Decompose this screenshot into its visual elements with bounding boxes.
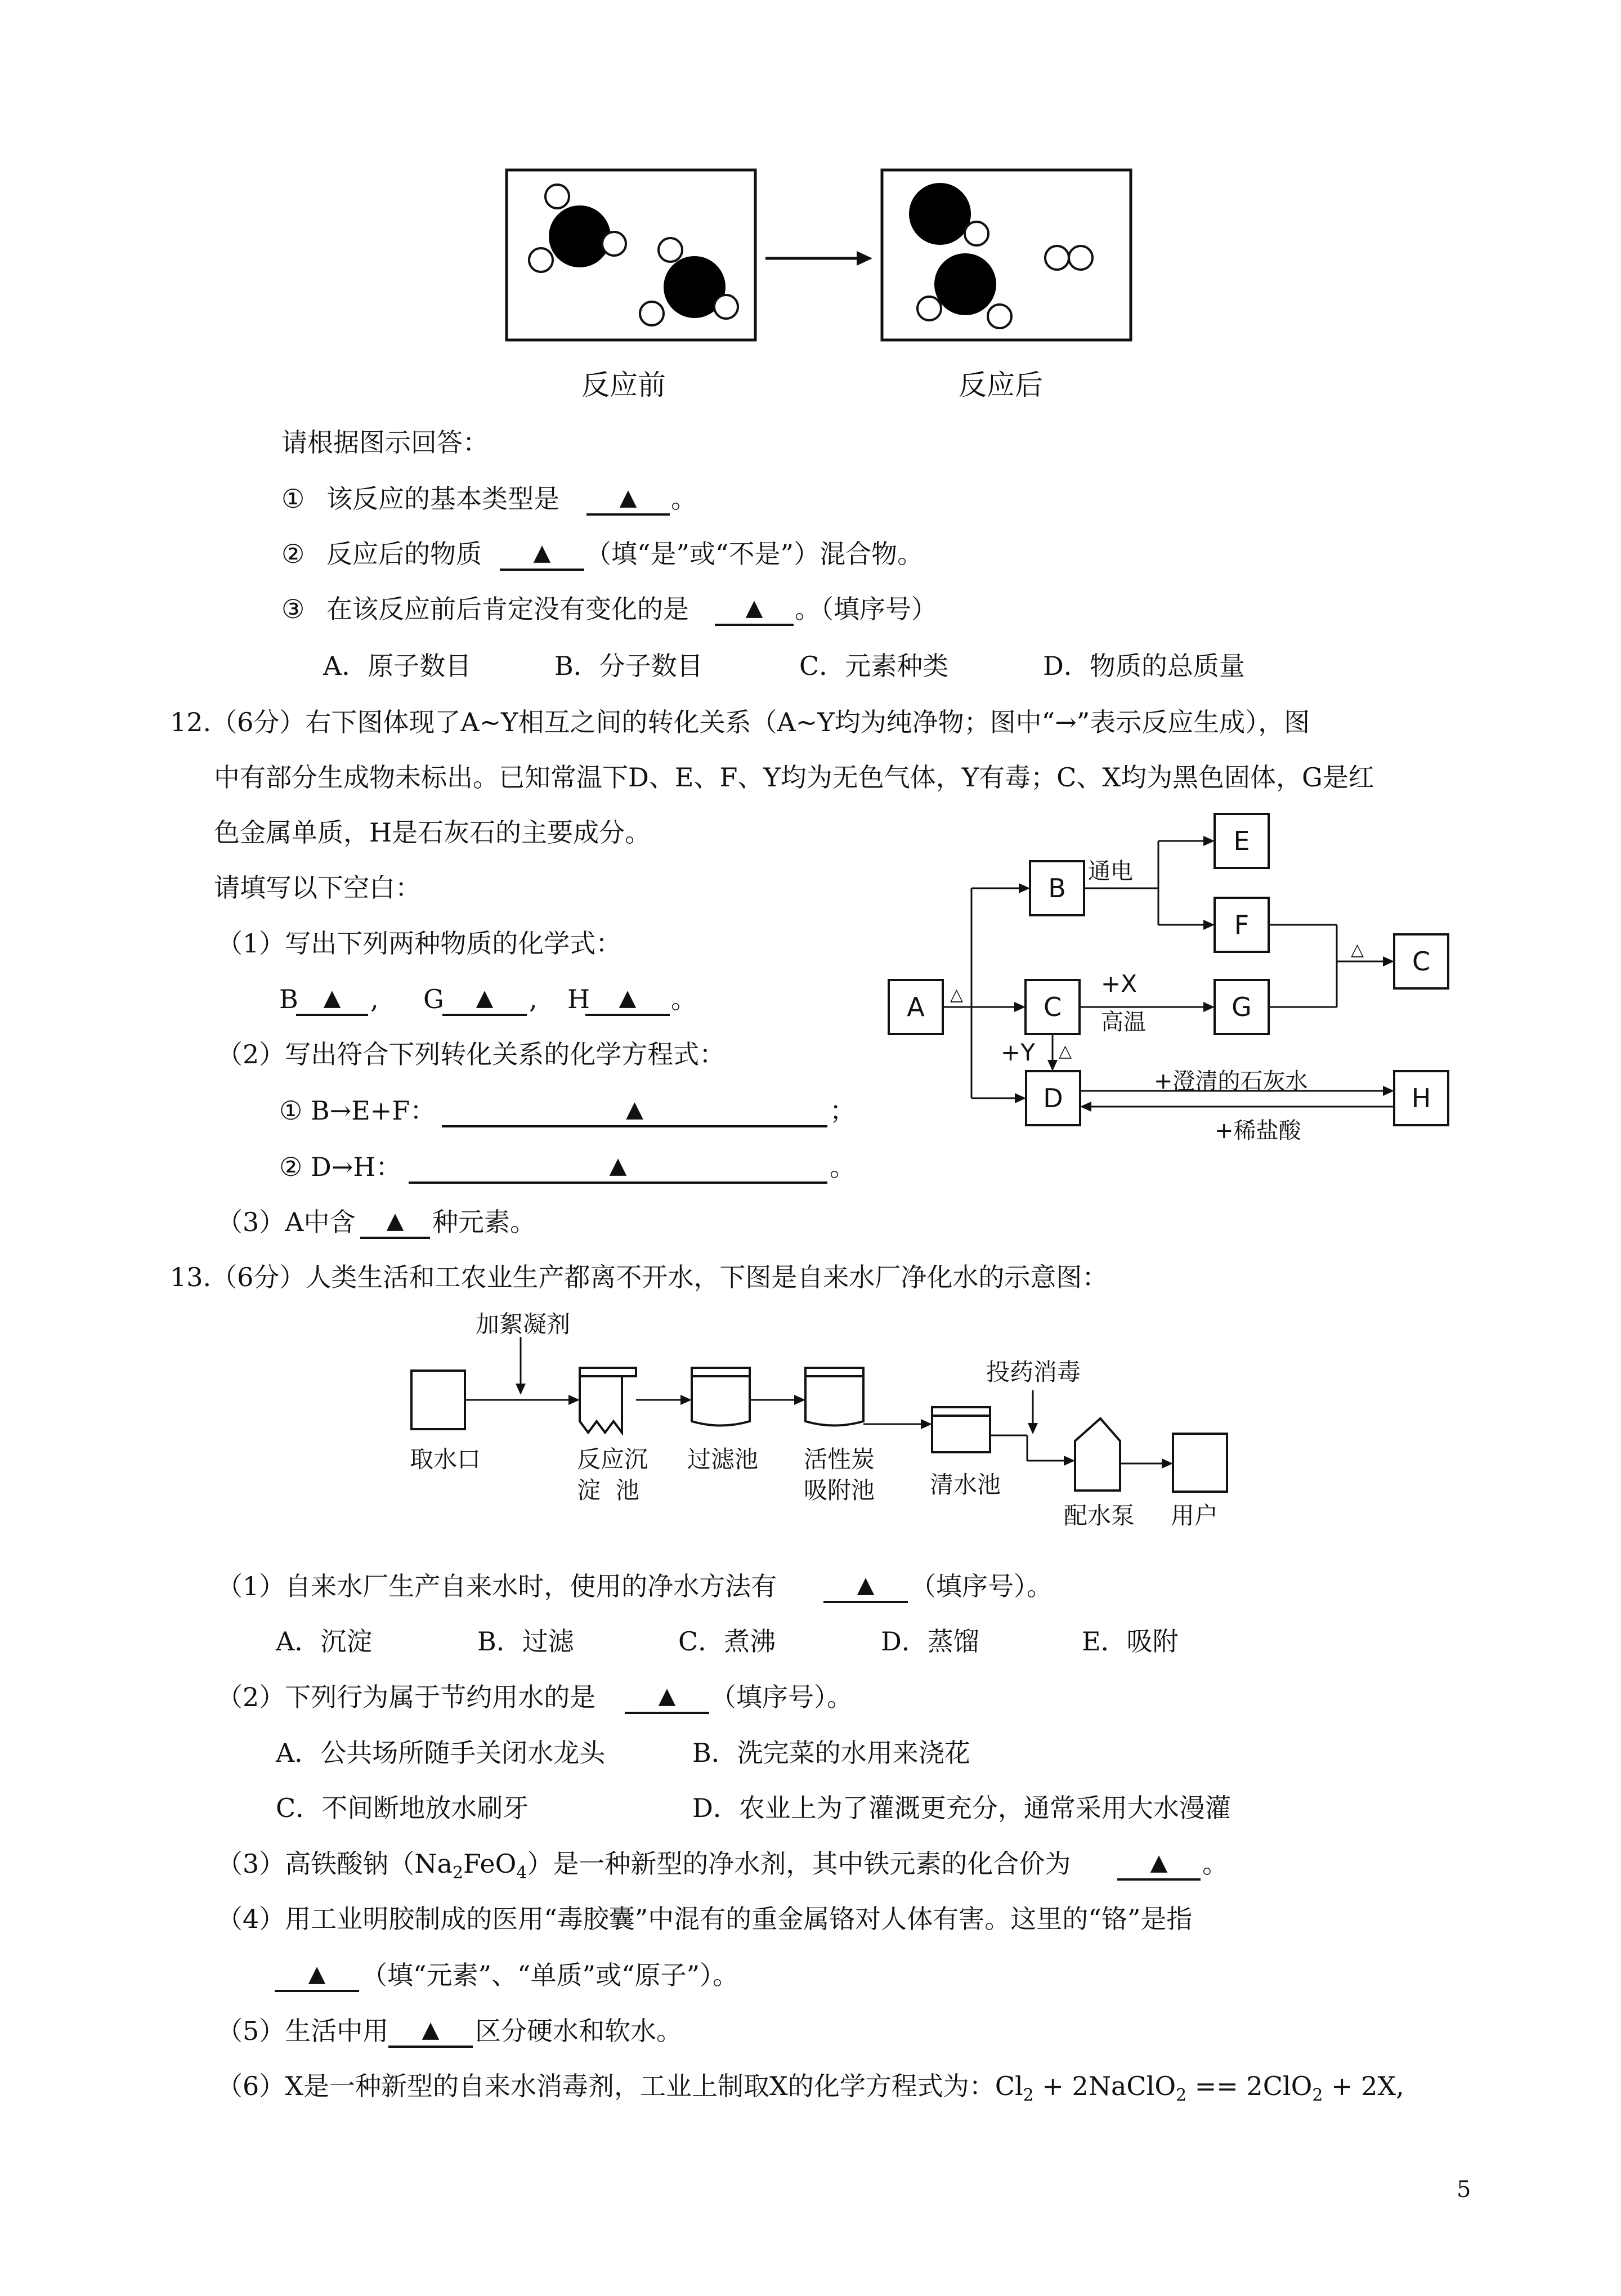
- label-heat-a: △: [950, 985, 964, 1005]
- q13-p4-line2: （填“元素”、“单质”或“原子”）。: [361, 1960, 739, 1990]
- q12-fill-prompt: 请填写以下空白：: [214, 872, 421, 903]
- q13-p2-opt-c: C．不间断地放水刷牙: [276, 1793, 529, 1823]
- q13-p1-opt-c: C．煮沸: [678, 1626, 776, 1657]
- period: 。: [830, 1152, 856, 1182]
- q13-p2-opt-a: A．公共场所随手关闭水龙头: [276, 1738, 606, 1768]
- answer-blank[interactable]: ▲: [1117, 1847, 1201, 1881]
- node-e: E: [1233, 826, 1250, 856]
- answer-blank[interactable]: ▲: [442, 982, 527, 1016]
- q13-p1-opt-a: A．沉淀: [276, 1626, 373, 1657]
- answer-blank[interactable]: ▲: [275, 1958, 359, 1992]
- q13-p3-post: 。: [1202, 1849, 1228, 1879]
- label-plus-x: +X: [1101, 970, 1137, 997]
- semicolon: ；: [830, 1095, 856, 1126]
- period: 。: [671, 984, 697, 1014]
- q13-p1-opt-d: D．蒸馏: [881, 1626, 979, 1657]
- node-h: H: [1411, 1083, 1431, 1113]
- formula-label-h: H: [567, 984, 590, 1014]
- stage-pump: 配水泵: [1064, 1502, 1135, 1529]
- label-heat-fg: △: [1351, 940, 1364, 960]
- q13-p2-opt-d: D．农业上为了灌溉更充分，通常采用大水漫灌: [692, 1793, 1231, 1823]
- q12-stem-line-2: 中有部分生成物未标出。已知常温下D、E、F、Y均为无色气体，Y有毒；C、X均为黑色固体，G是红: [214, 762, 1374, 793]
- q12-stem-line-1: 12.（6分）右下图体现了A~Y相互之间的转化关系（A~Y均为纯净物；图中“→”表示反应生成），图: [170, 707, 1310, 737]
- q13-p2-post: （填序号）。: [710, 1682, 853, 1712]
- q13-stem: 13.（6分）人类生活和工农业生产都离不开水，下图是自来水厂净化水的示意图：: [170, 1262, 1108, 1292]
- eq-label-2: ② D→H：: [279, 1152, 402, 1182]
- equation-blank[interactable]: ▲: [442, 1094, 827, 1127]
- q12-stem-line-3: 色金属单质，H是石灰石的主要成分。: [214, 817, 651, 848]
- answer-blank[interactable]: ▲: [388, 2014, 473, 2048]
- answer-blank[interactable]: ▲: [360, 1205, 430, 1239]
- stage-clear-water: 清水池: [930, 1471, 1001, 1498]
- stage-filter: 过滤池: [687, 1445, 759, 1473]
- answer-blank[interactable]: ▲: [715, 592, 794, 626]
- q13-p2-opt-b: B．洗完菜的水用来浇花: [692, 1738, 970, 1768]
- label-gaowen: 高温: [1101, 1009, 1146, 1035]
- stage-adsorption-1: 活性炭: [804, 1445, 875, 1473]
- q11-item-1-num: ①: [281, 484, 305, 514]
- formula-label-b: B: [279, 984, 298, 1014]
- q13-p4-line1: （4）用工业明胶制成的医用“毒胶囊”中混有的重金属铬对人体有害。这里的“铬”是指: [217, 1904, 1193, 1934]
- q11-item-3-end: 。（填序号）: [795, 594, 937, 624]
- q11-item-3-num: ③: [281, 594, 305, 624]
- before-label: 反应前: [581, 369, 666, 401]
- q13-p6: （6）X是一种新型的自来水消毒剂，工业上制取X的化学方程式为：$Cl_2$ + 2NaClO$_2$ == 2ClO$_2$ + 2X,: [217, 2071, 1404, 2106]
- answer-blank[interactable]: ▲: [586, 482, 670, 516]
- node-f: F: [1234, 910, 1250, 940]
- q11-item-2-end: （填“是”或“不是”）混合物。: [585, 539, 924, 569]
- answer-blank[interactable]: ▲: [585, 982, 670, 1016]
- page-number: 5: [1457, 2177, 1471, 2203]
- stage-sedimentation-2: 淀 池: [577, 1476, 639, 1504]
- answer-blank[interactable]: ▲: [296, 982, 368, 1016]
- node-g: G: [1232, 992, 1252, 1022]
- add-coagulant-label: 加絮凝剂: [476, 1310, 571, 1338]
- node-d: D: [1043, 1083, 1063, 1113]
- q13-p1-post: （填序号）。: [910, 1571, 1053, 1601]
- stage-sedimentation-1: 反应沉: [577, 1445, 648, 1473]
- node-c-product: C: [1412, 946, 1431, 977]
- node-a: A: [907, 992, 925, 1022]
- label-hcl: +稀盐酸: [1215, 1118, 1301, 1144]
- q11-option-d: D．物质的总质量: [1043, 651, 1245, 681]
- label-tongdian: 通电: [1088, 858, 1133, 884]
- q11-item-1-text: 该反应的基本类型是: [326, 484, 559, 514]
- add-disinfectant-label: 投药消毒: [986, 1358, 1081, 1386]
- q13-p1-opt-b: B．过滤: [477, 1626, 574, 1657]
- q11-item-1-end: 。: [671, 484, 697, 514]
- q12-part3-post: 种元素。: [432, 1207, 536, 1237]
- stage-intake: 取水口: [410, 1445, 481, 1473]
- q11-option-a: A．原子数目: [323, 651, 472, 681]
- q11-item-2-text: 反应后的物质: [326, 539, 482, 569]
- q13-p1-opt-e: E．吸附: [1082, 1626, 1179, 1657]
- node-c: C: [1043, 992, 1062, 1022]
- q11-intro: 请根据图示回答：: [281, 427, 489, 458]
- separator: ,: [529, 984, 538, 1014]
- q11-option-c: C．元素种类: [799, 651, 949, 681]
- eq-label-1: ① B→E+F：: [279, 1095, 436, 1126]
- separator: ,: [370, 984, 379, 1014]
- q13-p3: （3）高铁酸钠$(Na_2FeO_4)$是一种新型的净水剂，其中铁元素的化合价为: [217, 1849, 1071, 1883]
- stage-user: 用户: [1171, 1502, 1219, 1529]
- label-heat-cd: △: [1059, 1041, 1072, 1061]
- answer-blank[interactable]: ▲: [625, 1680, 709, 1714]
- q13-p2: （2）下列行为属于节约用水的是: [217, 1682, 596, 1712]
- q13-p1: （1）自来水厂生产自来水时，使用的净水方法有: [217, 1571, 777, 1601]
- q11-item-2-num: ②: [281, 539, 305, 569]
- q11-option-b: B．分子数目: [554, 651, 703, 681]
- q12-part1: （1）写出下列两种物质的化学式：: [217, 928, 622, 959]
- q12-part2: （2）写出符合下列转化关系的化学方程式：: [217, 1039, 726, 1069]
- after-label: 反应后: [959, 369, 1043, 401]
- q13-p5-post: 区分硬水和软水。: [475, 2016, 682, 2046]
- q13-p5: （5）生活中用: [217, 2016, 389, 2046]
- formula-label-g: G: [423, 984, 444, 1014]
- label-plus-y: +Y: [1001, 1039, 1035, 1066]
- equation-blank[interactable]: ▲: [409, 1150, 827, 1184]
- stage-adsorption-2: 吸附池: [804, 1476, 875, 1504]
- q11-item-3-text: 在该反应前后肯定没有变化的是: [326, 594, 689, 624]
- answer-blank[interactable]: ▲: [500, 537, 584, 571]
- node-b: B: [1048, 873, 1066, 903]
- q12-part3-pre: （3）A中含: [217, 1207, 356, 1237]
- label-limewater: +澄清的石灰水: [1154, 1068, 1308, 1094]
- answer-blank[interactable]: ▲: [823, 1569, 908, 1603]
